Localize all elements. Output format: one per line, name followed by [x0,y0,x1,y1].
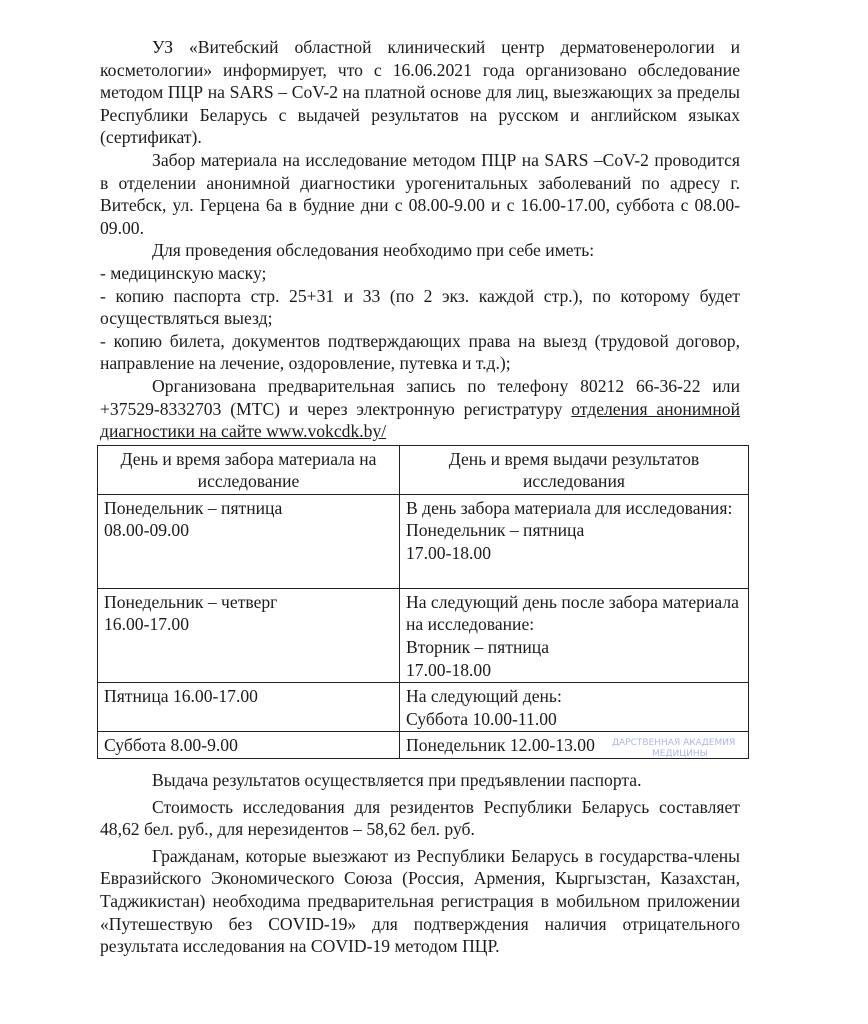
requirement-item-mask: - медицинскую маску; [100,262,267,283]
results-cell [400,588,749,682]
table-row [98,494,749,588]
requirement-item-ticket: - копию билета, документов подтверждающих права на выезд (трудовой договор, направление на лечение, оздоровление, путевка и т.д.); [100,330,740,374]
eaeu-paragraph: Гражданам, которые выезжают из Республики Беларусь в государства-члены Евразийского Экономического Союза (Россия, Армения, Кыргызстан, Казахстан, Таджикистан) необходима предварительная регистрация в мобильном приложении «Путешествую без COVID-19» для подтверждения наличия отрицательного результата исследования на COVID-19 методом ПЦР. [100,845,740,957]
collection-cell [98,683,400,732]
table-row [98,732,749,759]
intro-paragraph-2: Забор материала на исследование методом ПЦР на SARS –CoV-2 проводится в отделении анонимной диагностики урогенитальных заболеваний по адресу г. Витебск, ул. Герцена 6а в будние дни с 08.00-9.00 и с 16.00-17.00, суббота с 08.00-09.00. [100,149,740,238]
stamp-line: МЕДИЦИНЫ [652,749,708,759]
department-link-tail[interactable]: анонимной диагностики на сайте [100,398,741,442]
table-header-row [98,445,749,494]
collection-cell [98,494,400,588]
table-row [98,588,749,682]
cell-line: Суббота 10.00-11.00 [406,708,557,729]
department-link[interactable]: отделения [571,398,648,419]
cell-line: Вторник – пятница [406,637,550,658]
closing-section [100,769,740,958]
intro-paragraph-1: УЗ «Витебский областной клинический центр дерматовенерологии и косметологии» информирует, что с 16.06.2021 года организовано обследование методом ПЦР на SARS – CoV-2 на платной основе для лиц, выезжающих за пределы Республики Беларусь с выдачей результатов на русском и английском языках (сертификат). [100,37,740,148]
collection-cell [98,732,400,759]
table-row [98,683,749,732]
passport-note: Выдача результатов осуществляется при предъявлении паспорта. [152,770,642,791]
collection-cell [98,588,400,682]
price-paragraph: Стоимость исследования для резидентов Республики Беларусь составляет 48,62 бел. руб., для нерезидентов – 58,62 бел. руб. [100,796,740,840]
cell-line: Суббота 8.00-9.00 [104,735,238,756]
cell-line: Понедельник – четверг [104,591,278,612]
registration-paragraph [100,375,740,443]
cell-line: На следующий день после забора материала на исследование: [406,591,739,635]
cell-line: 17.00-18.00 [406,659,492,680]
cell-line: В день забора материала для исследования: [406,497,733,518]
cell-line: Понедельник 12.00-13.00 [406,735,595,756]
results-cell [400,683,749,732]
cell-line: Понедельник – пятница [406,520,585,541]
stamp-line: ДАРСТВЕННАЯ АКАДЕМИЯ [612,738,736,748]
results-cell [400,494,749,588]
cell-line: 08.00-09.00 [104,520,190,541]
registration-text: Организована предварительная запись по телефону 80212 66-36-22 или +37529-8332703 (МТС) и через электронную регистратуру [100,375,740,419]
cell-line: На следующий день: [406,686,562,707]
cell-line: Пятница 16.00-17.00 [104,686,258,707]
cell-line: 16.00-17.00 [104,614,190,635]
results-cell [400,732,749,759]
requirements-heading: Для проведения обследования необходимо при себе иметь: [152,240,595,261]
cell-line: Понедельник – пятница [104,497,283,518]
cell-line: 17.00-18.00 [406,543,492,564]
schedule-table [97,445,749,759]
requirement-item-passport: - копию паспорта стр. 25+31 и 33 (по 2 экз. каждой стр.), по которому будет осуществляться выезд; [100,285,740,329]
document-page [100,36,740,958]
website-link[interactable]: www.vokcdk.by/ [266,421,387,442]
header-collection-time: День и время забора материала на исследование [98,445,400,494]
header-results-time: День и время выдачи результатов исследования [400,445,749,494]
